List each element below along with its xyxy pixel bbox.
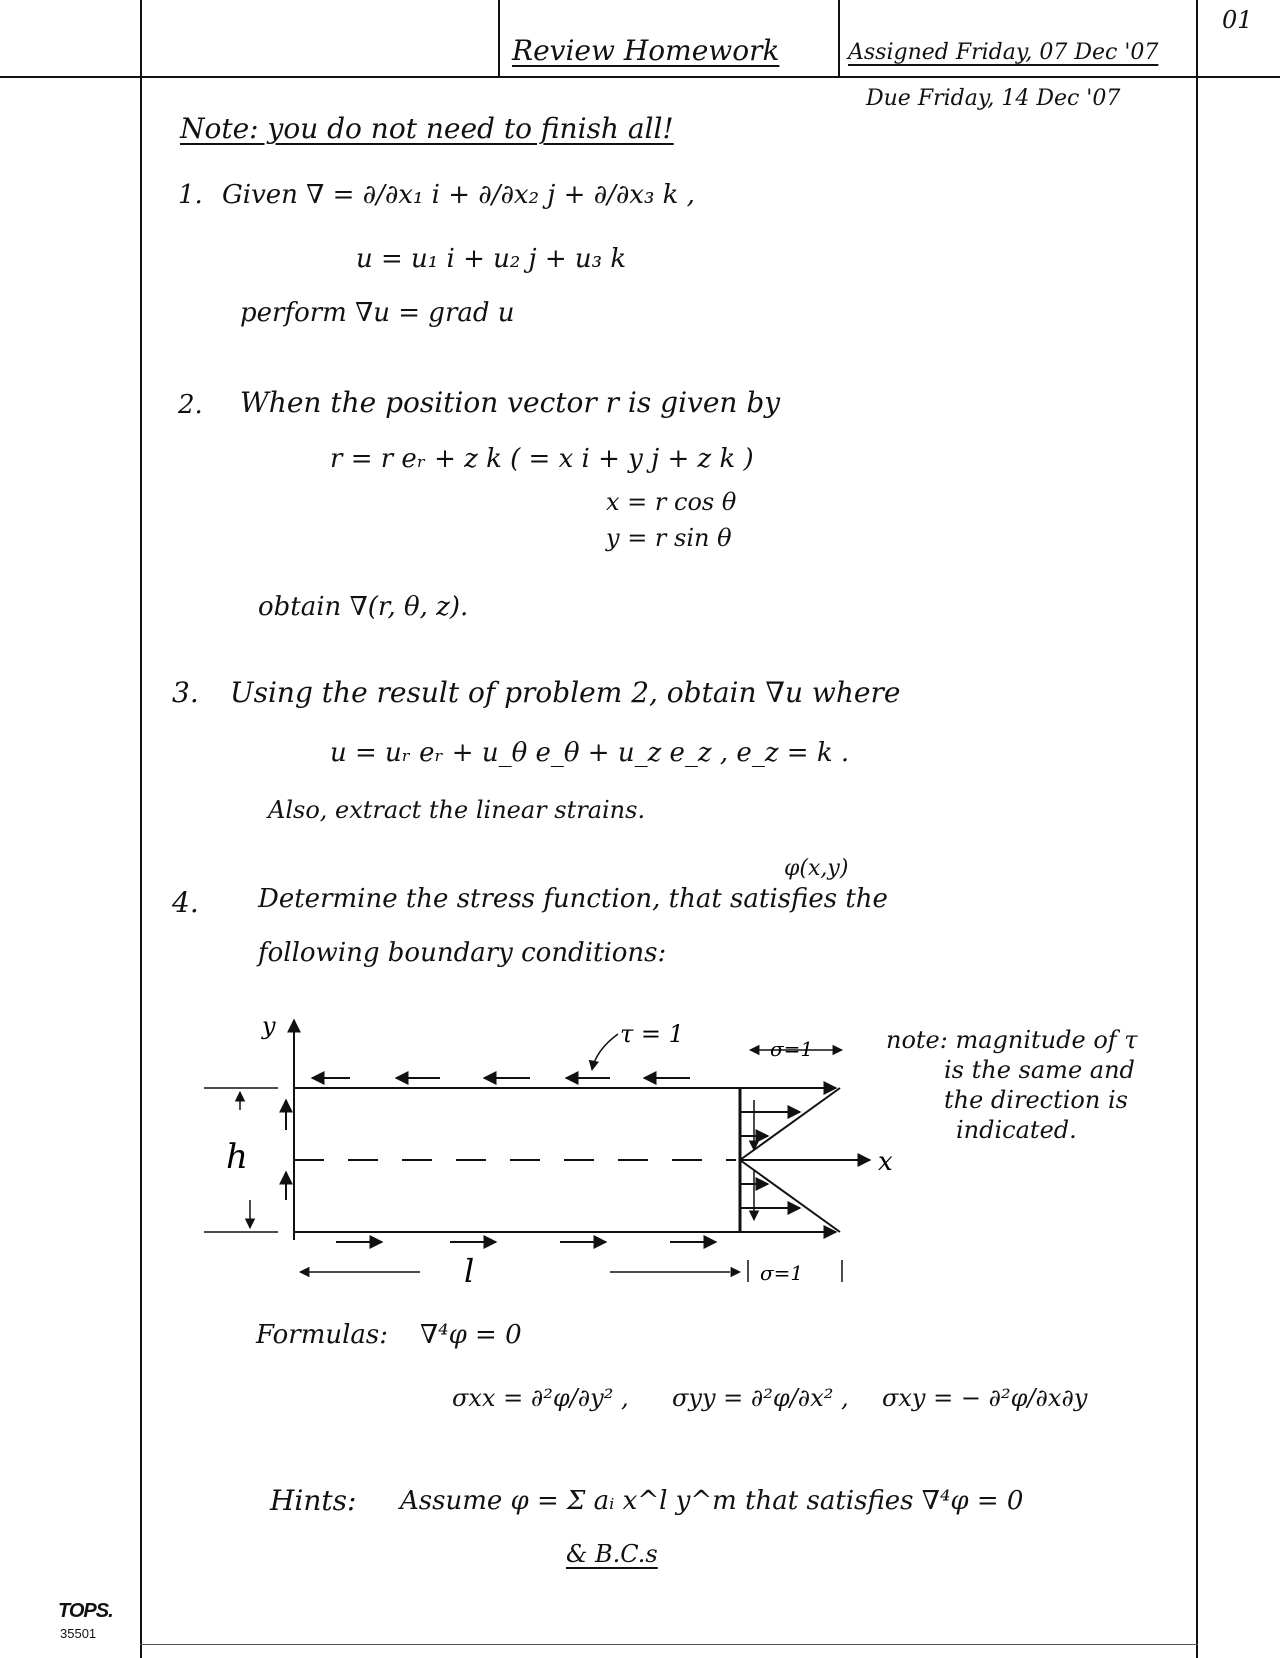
biharmonic-equation: ∇⁴φ = 0 — [420, 1320, 522, 1350]
problem-1-given: Given ∇ = ∂/∂x₁ i + ∂/∂x₂ j + ∂/∂x₃ k , — [222, 180, 695, 210]
problem-1-u-definition: u = u₁ i + u₂ j + u₃ k — [356, 244, 627, 274]
header-title: Review Homework — [512, 34, 780, 67]
page-number: 01 — [1222, 6, 1253, 34]
formulas-label: Formulas: — [256, 1320, 389, 1350]
problem-4-number: 4. — [172, 886, 199, 919]
problem-2-eq-x: x = r cos θ — [606, 488, 737, 516]
figure-note-line-3: the direction is — [944, 1086, 1128, 1114]
sigma-xy-formula: σxy = − ∂²φ/∂x∂y — [882, 1384, 1088, 1412]
y-axis-label: y — [262, 1012, 276, 1040]
tau-label: τ = 1 — [620, 1020, 684, 1048]
tau-leader-line — [592, 1034, 618, 1070]
figure-note-line-2: is the same and — [944, 1056, 1135, 1084]
hints-text: Assume φ = Σ aᵢ x^l y^m that satisfies ∇⁴φ = 0 — [400, 1486, 1024, 1516]
right-margin-line — [1196, 0, 1198, 1658]
hints-bcs: & B.C.s — [566, 1540, 658, 1568]
note-text: Note: you do not need to finish all! — [180, 112, 674, 145]
problem-4-text-2: following boundary conditions: — [258, 938, 667, 968]
problem-3-eq: u = uᵣ eᵣ + u_θ e_θ + u_z e_z , e_z = k . — [330, 738, 850, 768]
problem-4-text: Determine the stress function, that satisfies the — [258, 884, 888, 914]
sigma-top-label: σ=1 — [770, 1037, 814, 1061]
figure-note-line-1: note: magnitude of τ — [886, 1026, 1138, 1054]
problem-2-eq-position: r = r eᵣ + z k ( = x i + y j + z k ) — [330, 444, 754, 474]
problem-3-text: Using the result of problem 2, obtain ∇u where — [230, 676, 901, 709]
x-axis-label: x — [878, 1147, 893, 1177]
stress-triangle-bottom — [740, 1160, 840, 1232]
header-divider-1 — [498, 0, 500, 78]
margin-line — [140, 0, 142, 1658]
problem-2-number: 2. — [178, 390, 203, 420]
problem-1-number: 1. — [178, 180, 203, 210]
due-date: Due Friday, 14 Dec '07 — [866, 86, 1121, 111]
problem-3-extra: Also, extract the linear strains. — [268, 796, 646, 824]
hints-label: Hints: — [270, 1484, 357, 1517]
sigma-bottom-label: σ=1 — [760, 1261, 804, 1285]
assigned-date: Assigned Friday, 07 Dec '07 — [848, 40, 1159, 65]
problem-2-task: obtain ∇(r, θ, z). — [258, 592, 469, 622]
h-label: h — [226, 1137, 248, 1177]
footer-rule — [140, 1644, 1198, 1645]
problem-3-number: 3. — [172, 676, 199, 709]
sigma-yy-formula: σyy = ∂²φ/∂x² , — [672, 1384, 849, 1412]
stress-triangle-top — [740, 1088, 840, 1160]
problem-2-text: When the position vector r is given by — [240, 386, 781, 419]
header-rule — [0, 76, 1280, 78]
tops-logo: TOPS. — [58, 1600, 113, 1622]
form-code: 35501 — [60, 1626, 97, 1641]
problem-2-eq-y: y = r sin θ — [606, 524, 732, 552]
problem-4-phi-label: φ(x,y) — [784, 856, 849, 881]
problem-1-task: perform ∇u = grad u — [240, 298, 515, 328]
l-label: l — [464, 1252, 475, 1290]
header-divider-2 — [838, 0, 840, 78]
sigma-xx-formula: σxx = ∂²φ/∂y² , — [452, 1384, 629, 1412]
figure-note-line-4: indicated. — [956, 1116, 1077, 1144]
